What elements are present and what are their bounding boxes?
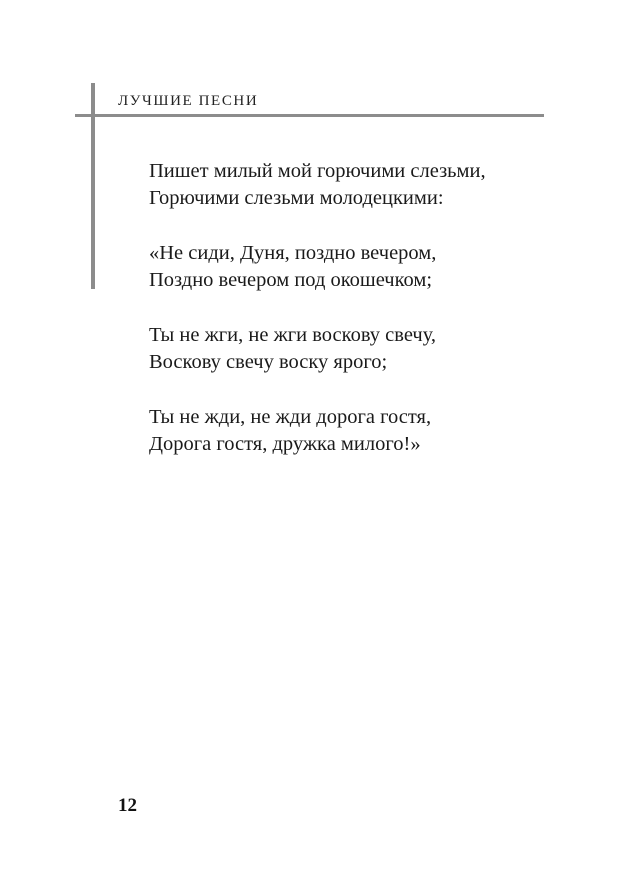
stanza [149,240,549,294]
poem-line: Воскову свечу воску ярого; [149,351,388,373]
page-number: 12 [118,795,137,816]
stanza [149,158,549,212]
stanza [149,404,549,458]
running-head: ЛУЧШИЕ ПЕСНИ [118,93,259,109]
poem-line: Ты не жги, не жги воскову свечу, [149,324,437,346]
stanza [149,322,549,376]
header-horizontal-rule [75,114,544,117]
poem-line: Дорога гостя, дружка милого!» [149,433,421,455]
poem-line: Поздно вечером под окошечком; [149,269,433,291]
poem-line: Ты не жди, не жди дорога гостя, [149,406,432,428]
poem-line: Пишет милый мой горючими слезьми, [149,160,486,182]
poem-line: «Не сиди, Дуня, поздно вечером, [149,242,437,264]
poem [149,158,549,486]
poem-line: Горючими слезьми молодецкими: [149,187,444,209]
